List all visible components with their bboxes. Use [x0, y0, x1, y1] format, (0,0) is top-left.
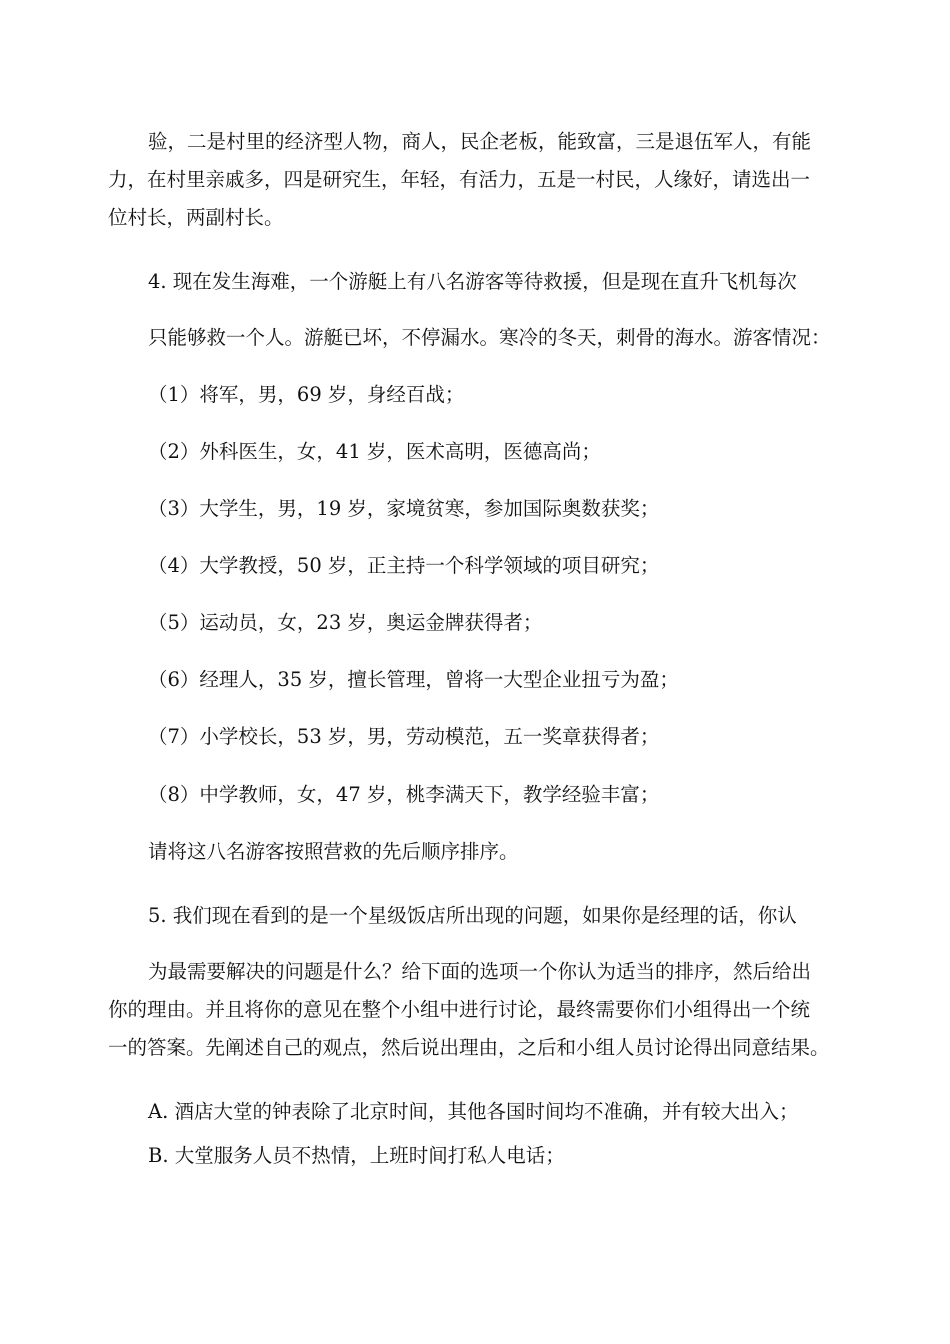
question4-line-1: 4. 现在发生海难，一个游艇上有八名游客等待救援，但是现在直升飞机每次 — [148, 270, 797, 293]
question5-para-line-3: 一的答案。先阐述自己的观点，然后说出理由，之后和小组人员讨论得出同意结果。 — [108, 1036, 830, 1059]
passenger-item-8: （8）中学教师，女，47 岁，桃李满天下，教学经验丰富； — [148, 783, 660, 806]
option-a: A. 酒店大堂的钟表除了北京时间，其他各国时间均不准确，并有较大出入； — [148, 1100, 799, 1123]
question5-para-line-2: 你的理由。并且将你的意见在整个小组中进行讨论，最终需要你们小组得出一个统 — [108, 998, 811, 1021]
passenger-item-3: （3）大学生，男，19 岁，家境贫寒，参加国际奥数获奖； — [148, 497, 660, 520]
question4-closing: 请将这八名游客按照营救的先后顺序排序。 — [148, 840, 519, 863]
intro-line-1: 验，二是村里的经济型人物，商人，民企老板，能致富，三是退伍军人，有能 — [148, 130, 812, 153]
question4-line-2: 只能够救一个人。游艇已坏，不停漏水。寒冷的冬天，刺骨的海水。游客情况： — [148, 326, 831, 349]
option-b: B. 大堂服务人员不热情，上班时间打私人电话； — [148, 1144, 565, 1167]
passenger-item-2: （2）外科医生，女，41 岁，医术高明，医德高尚； — [148, 440, 601, 463]
question5-para-line-1: 为最需要解决的问题是什么？给下面的选项一个你认为适当的排序，然后给出 — [148, 960, 812, 983]
passenger-item-5: （5）运动员，女，23 岁，奥运金牌获得者； — [148, 611, 543, 634]
passenger-item-7: （7）小学校长，53 岁，男，劳动模范，五一奖章获得者； — [148, 725, 660, 748]
passenger-item-4: （4）大学教授，50 岁，正主持一个科学领域的项目研究； — [148, 554, 660, 577]
question5-line-1: 5. 我们现在看到的是一个星级饭店所出现的问题，如果你是经理的话，你认 — [148, 904, 797, 927]
passenger-item-1: （1）将军，男，69 岁，身经百战； — [148, 383, 465, 406]
intro-line-2: 力，在村里亲戚多，四是研究生，年轻，有活力，五是一村民，人缘好，请选出一 — [108, 168, 811, 191]
passenger-item-6: （6）经理人，35 岁，擅长管理，曾将一大型企业扭亏为盈； — [148, 668, 679, 691]
intro-line-3: 位村长，两副村长。 — [108, 206, 284, 229]
